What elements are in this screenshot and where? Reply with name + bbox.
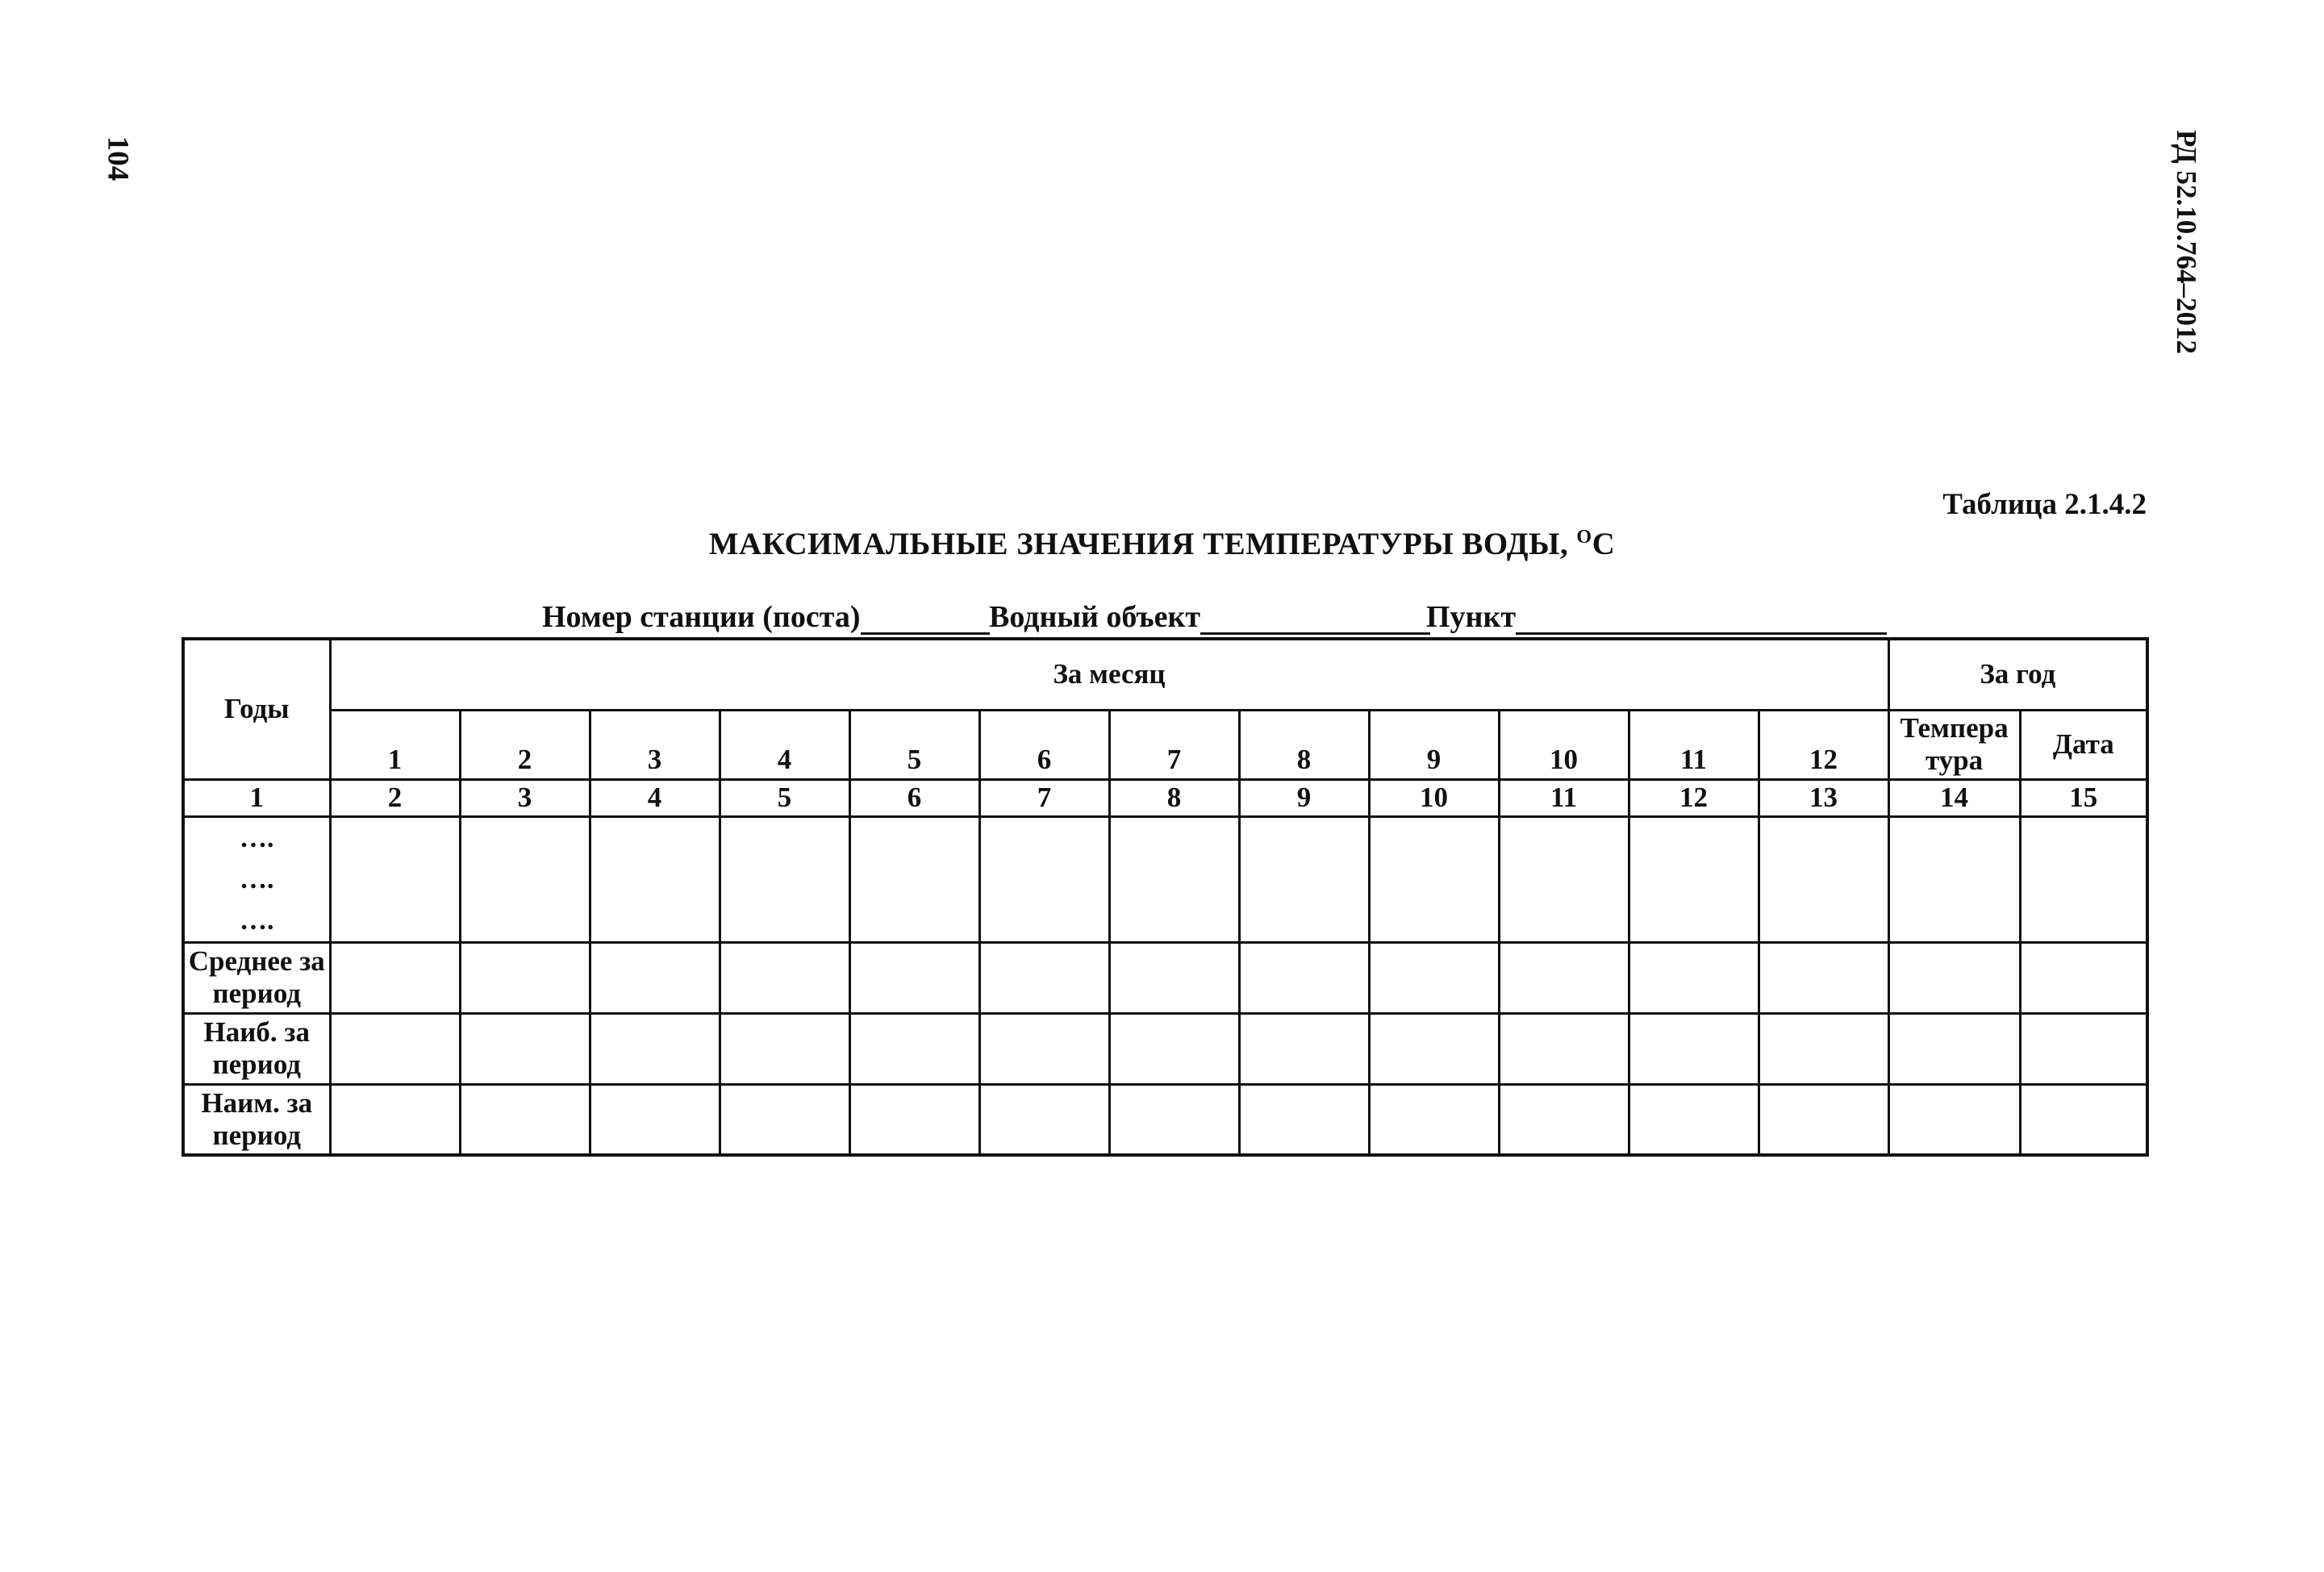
row-label-min: Наим. за период: [183, 1084, 330, 1155]
column-number: 6: [849, 779, 979, 816]
title-unit: C: [1592, 527, 1616, 561]
month-header: 7: [1109, 710, 1239, 779]
data-cell: [1369, 1084, 1499, 1155]
data-cell: [1369, 1013, 1499, 1084]
data-cell: [1369, 942, 1499, 1013]
data-cell: [1499, 816, 1629, 942]
data-cell: [849, 1013, 979, 1084]
data-cell: [460, 816, 590, 942]
data-cell: [720, 942, 849, 1013]
column-number: 1: [183, 779, 330, 816]
column-number: 9: [1239, 779, 1369, 816]
data-cell: [1629, 1084, 1759, 1155]
data-cell: [330, 816, 460, 942]
row-label-average: Среднее за период: [183, 942, 330, 1013]
point-label: Пункт: [1426, 600, 1517, 634]
data-cell: [1109, 816, 1239, 942]
ellipsis: ….: [240, 864, 274, 894]
data-cell: [1109, 942, 1239, 1013]
document-code: РД 52.10.764–2012: [2171, 130, 2202, 354]
ellipsis: ….: [240, 823, 274, 853]
station-line: [861, 603, 990, 635]
month-header: 10: [1499, 710, 1629, 779]
data-cell: [720, 1084, 849, 1155]
column-number: 12: [1629, 779, 1759, 816]
data-cell: [1759, 816, 1888, 942]
data-cell: [590, 1013, 720, 1084]
page-title: [0, 526, 2324, 562]
data-cell: [1239, 1084, 1369, 1155]
table-label: Таблица 2.1.4.2: [1942, 488, 2147, 521]
data-cell: [1759, 1013, 1888, 1084]
data-cell: [979, 942, 1109, 1013]
data-cell: [590, 942, 720, 1013]
month-header: 9: [1369, 710, 1499, 779]
data-cell: [1629, 816, 1759, 942]
max-row: [183, 1013, 2147, 1084]
column-number: 5: [720, 779, 849, 816]
water-body-line: [1200, 603, 1430, 635]
station-label: Номер станции (поста): [542, 600, 861, 634]
data-cell: [460, 942, 590, 1013]
data-cell: [1239, 816, 1369, 942]
column-number: 11: [1499, 779, 1629, 816]
water-body-label: Водный объект: [989, 600, 1201, 634]
month-header: 2: [460, 710, 590, 779]
month-header: 5: [849, 710, 979, 779]
data-cell: [979, 816, 1109, 942]
date-header: Дата: [2020, 710, 2147, 779]
years-data-row: [183, 816, 2147, 942]
data-cell: [1629, 1013, 1759, 1084]
data-cell: [2020, 816, 2147, 942]
station-field: [542, 599, 990, 635]
month-header: 6: [979, 710, 1109, 779]
data-cell: [979, 1084, 1109, 1155]
data-cell: [1109, 1084, 1239, 1155]
column-number: 7: [979, 779, 1109, 816]
column-number: 4: [590, 779, 720, 816]
data-cell: [979, 1013, 1109, 1084]
page-number: 104: [101, 136, 135, 181]
data-cell: [2020, 1013, 2147, 1084]
ellipsis: ….: [240, 905, 274, 936]
data-cell: [460, 1013, 590, 1084]
data-cell: [1759, 1084, 1888, 1155]
column-number: 2: [330, 779, 460, 816]
years-ellipsis-cell: [183, 816, 330, 942]
month-header: 11: [1629, 710, 1759, 779]
data-cell: [720, 816, 849, 942]
data-cell: [1239, 942, 1369, 1013]
average-row: [183, 942, 2147, 1013]
data-cell: [1499, 942, 1629, 1013]
data-cell: [1239, 1013, 1369, 1084]
data-cell: [720, 1013, 849, 1084]
year-group-header: За год: [1888, 639, 2147, 710]
data-cell: [330, 1084, 460, 1155]
month-header: 8: [1239, 710, 1369, 779]
data-cell: [849, 1084, 979, 1155]
data-cell: [1888, 816, 2020, 942]
data-cell: [590, 1084, 720, 1155]
water-body-field: [989, 599, 1430, 635]
column-number: 3: [460, 779, 590, 816]
column-number: 14: [1888, 779, 2020, 816]
month-header: 4: [720, 710, 849, 779]
column-number: 15: [2020, 779, 2147, 816]
data-cell: [1499, 1013, 1629, 1084]
data-cell: [1629, 942, 1759, 1013]
data-cell: [1499, 1084, 1629, 1155]
data-cell: [1369, 816, 1499, 942]
point-line: [1516, 603, 1887, 635]
data-cell: [1888, 1013, 2020, 1084]
column-number: 10: [1369, 779, 1499, 816]
month-header: 3: [590, 710, 720, 779]
row-label-max: Наиб. за период: [183, 1013, 330, 1084]
data-cell: [1888, 942, 2020, 1013]
month-header: 12: [1759, 710, 1888, 779]
month-header: 1: [330, 710, 460, 779]
data-cell: [330, 942, 460, 1013]
temperature-table: [181, 637, 2149, 1157]
data-cell: [330, 1013, 460, 1084]
min-row: [183, 1084, 2147, 1155]
data-cell: [590, 816, 720, 942]
month-group-header: За месяц: [330, 639, 1888, 710]
data-cell: [1109, 1013, 1239, 1084]
title-text: МАКСИМАЛЬНЫЕ ЗНАЧЕНИЯ ТЕМПЕРАТУРЫ ВОДЫ,: [708, 527, 1577, 561]
data-cell: [1759, 942, 1888, 1013]
data-cell: [460, 1084, 590, 1155]
column-number-row: [183, 779, 2147, 816]
degree-mark: O: [1576, 527, 1592, 548]
temperature-header: Темпера тура: [1888, 710, 2020, 779]
data-cell: [849, 942, 979, 1013]
data-cell: [1888, 1084, 2020, 1155]
point-field: [1426, 599, 1887, 635]
data-cell: [2020, 942, 2147, 1013]
column-number: 8: [1109, 779, 1239, 816]
data-cell: [2020, 1084, 2147, 1155]
header-row-groups: [183, 639, 2147, 710]
data-cell: [849, 816, 979, 942]
column-number: 13: [1759, 779, 1888, 816]
header-row-months: [183, 710, 2147, 779]
years-header: Годы: [183, 639, 330, 779]
